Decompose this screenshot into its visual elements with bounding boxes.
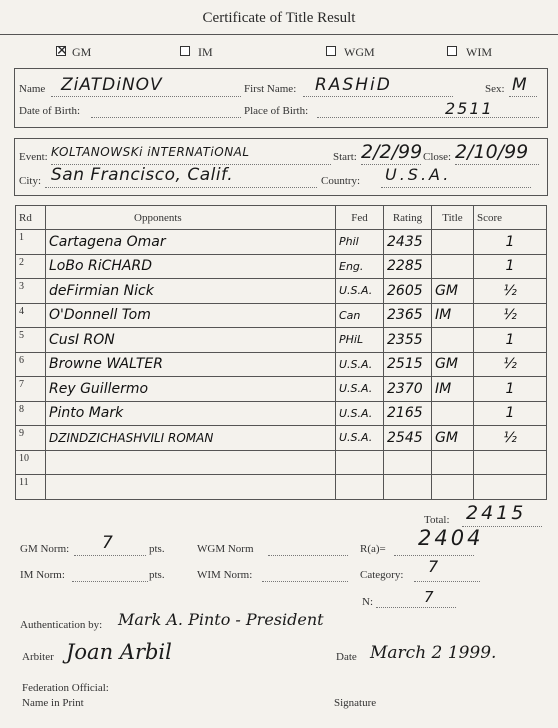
round-number: 2 — [16, 254, 46, 279]
round-number: 6 — [16, 352, 46, 377]
title-options — [0, 42, 558, 62]
game-score[interactable]: 1 — [474, 254, 547, 279]
opponent-fed[interactable]: Phil — [336, 230, 384, 255]
wim-norm-line — [262, 581, 348, 582]
gm-norm-label: GM Norm: — [20, 543, 70, 555]
game-score[interactable]: 1 — [474, 328, 547, 353]
opponent-fed[interactable]: U.S.A. — [336, 401, 384, 426]
date-value[interactable]: March 2 1999. — [370, 643, 497, 663]
sex-line — [509, 96, 537, 97]
opponent-name[interactable]: deFirmian Nick — [46, 279, 336, 304]
dob-label: Date of Birth: — [19, 105, 81, 117]
gm-norm-line — [74, 555, 146, 556]
opponent-fed[interactable]: U.S.A. — [336, 377, 384, 402]
round-number: 5 — [16, 328, 46, 353]
gm-norm-value[interactable]: 7 — [102, 533, 113, 553]
authentication-signature[interactable]: Mark A. Pinto - President — [118, 610, 324, 629]
category-label: Category: — [360, 569, 404, 581]
signature-label: Signature — [334, 697, 377, 709]
game-score[interactable]: ½ — [474, 303, 547, 328]
close-line — [455, 164, 539, 165]
im-norm-line — [72, 581, 148, 582]
category-line — [414, 581, 480, 582]
opponent-rating[interactable] — [384, 450, 432, 475]
sex-label: Sex: — [485, 83, 505, 95]
opponent-rating[interactable]: 2515 — [384, 352, 432, 377]
game-score[interactable] — [474, 450, 547, 475]
table-header-row — [16, 206, 547, 230]
gm-checkbox[interactable] — [56, 43, 68, 59]
certificate-title: Certificate of Title Result — [202, 10, 356, 26]
im-checkbox[interactable] — [180, 46, 190, 56]
opponent-fed[interactable]: U.S.A. — [336, 426, 384, 451]
rating-note: 2511 — [445, 99, 494, 118]
first-name-line — [303, 96, 453, 97]
country-line — [381, 187, 531, 188]
round-number: 7 — [16, 377, 46, 402]
im-label: IM — [198, 45, 213, 59]
authentication-label: Authentication by: — [20, 619, 103, 631]
game-score[interactable]: 1 — [474, 377, 547, 402]
table-row — [16, 328, 547, 353]
opponent-title[interactable] — [432, 450, 474, 475]
opponent-name[interactable]: DZINDZICHASHVILI ROMAN — [46, 426, 336, 451]
round-number: 1 — [16, 230, 46, 255]
wgm-norm-line — [268, 555, 348, 556]
city-line — [45, 187, 317, 188]
n-label: N: — [362, 596, 373, 608]
opponent-fed[interactable]: Can — [336, 303, 384, 328]
ra-line — [394, 555, 474, 556]
opponent-fed[interactable]: U.S.A. — [336, 279, 384, 304]
results-table — [15, 205, 547, 500]
opponent-name[interactable]: O'Donnell Tom — [46, 303, 336, 328]
wim-norm-label: WIM Norm: — [197, 569, 253, 581]
game-score[interactable]: 1 — [474, 401, 547, 426]
opponent-title[interactable] — [432, 475, 474, 500]
round-number: 11 — [16, 475, 46, 500]
arbiter-signature[interactable]: Joan Arbil — [66, 640, 172, 664]
game-score[interactable]: 1 — [474, 230, 547, 255]
wgm-checkbox[interactable] — [326, 46, 336, 56]
header-rating: Rating — [384, 206, 432, 230]
name-line — [51, 96, 241, 97]
header-fed: Fed — [336, 206, 384, 230]
table-row — [16, 254, 547, 279]
round-number: 8 — [16, 401, 46, 426]
table-row — [16, 401, 547, 426]
pob-line — [317, 117, 539, 118]
round-number: 9 — [16, 426, 46, 451]
wgm-norm-label: WGM Norm — [197, 543, 254, 555]
game-score[interactable]: ½ — [474, 426, 547, 451]
close-label: Close: — [423, 151, 452, 163]
start-label: Start: — [333, 151, 357, 163]
opponent-rating[interactable]: 2605 — [384, 279, 432, 304]
date-label: Date — [336, 651, 357, 663]
opponent-name[interactable]: Cartagena Omar — [46, 230, 336, 255]
header-score: Score — [474, 206, 547, 230]
event-box — [14, 138, 548, 196]
opponent-name[interactable] — [46, 450, 336, 475]
ra-value[interactable]: 2404 — [418, 526, 484, 550]
table-row — [16, 279, 547, 304]
close-value[interactable]: 2/10/99 — [455, 141, 529, 163]
opponent-title[interactable] — [432, 230, 474, 255]
wgm-label: WGM — [344, 45, 375, 59]
round-number: 10 — [16, 450, 46, 475]
opponent-name[interactable]: Rey Guillermo — [46, 377, 336, 402]
table-row — [16, 377, 547, 402]
event-value[interactable]: KOLTANOWSKi iNTERNATiONAL — [51, 145, 250, 159]
name-value[interactable]: ZiATDiNOV — [61, 75, 163, 95]
opponent-title[interactable] — [432, 401, 474, 426]
table-row — [16, 426, 547, 451]
im-norm-label: IM Norm: — [20, 569, 65, 581]
opponent-title[interactable]: GM — [432, 426, 474, 451]
opponent-fed[interactable]: U.S.A. — [336, 352, 384, 377]
game-score[interactable] — [474, 475, 547, 500]
game-score[interactable]: ½ — [474, 352, 547, 377]
round-number: 3 — [16, 279, 46, 304]
opponent-rating[interactable]: 2355 — [384, 328, 432, 353]
opponent-name[interactable] — [46, 475, 336, 500]
first-name-value[interactable]: RASHiD — [315, 75, 392, 95]
opponent-name[interactable]: LoBo RiCHARD — [46, 254, 336, 279]
name-label: Name — [19, 83, 46, 95]
federation-official-label: Federation Official: — [22, 682, 109, 694]
table-row — [16, 475, 547, 500]
opponent-name[interactable]: Browne WALTER — [46, 352, 336, 377]
table-row — [16, 230, 547, 255]
table-row — [16, 352, 547, 377]
total-label: Total: — [424, 514, 450, 526]
sex-value[interactable]: M — [512, 75, 527, 95]
country-value[interactable]: U.S.A. — [385, 165, 452, 184]
opponent-fed[interactable] — [336, 450, 384, 475]
game-score[interactable]: ½ — [474, 279, 547, 304]
dob-line — [91, 117, 241, 118]
opponent-fed[interactable] — [336, 475, 384, 500]
opponent-title[interactable]: GM — [432, 279, 474, 304]
opponent-title[interactable] — [432, 328, 474, 353]
country-label: Country: — [321, 175, 361, 187]
opponent-rating[interactable]: 2285 — [384, 254, 432, 279]
opponent-title[interactable]: IM — [432, 303, 474, 328]
arbiter-label: Arbiter — [22, 651, 54, 663]
opponent-name[interactable]: Pinto Mark — [46, 401, 336, 426]
header-rd: Rd — [16, 206, 46, 230]
total-value[interactable]: 2415 — [466, 502, 527, 524]
player-box — [14, 68, 548, 128]
header-title: Title — [432, 206, 474, 230]
opponent-title[interactable]: IM — [432, 377, 474, 402]
opponent-rating[interactable]: 2545 — [384, 426, 432, 451]
opponent-rating[interactable]: 2165 — [384, 401, 432, 426]
im-norm-pts: pts. — [149, 569, 165, 581]
opponent-fed[interactable]: PHiL — [336, 328, 384, 353]
opponent-rating[interactable]: 2435 — [384, 230, 432, 255]
opponent-title[interactable] — [432, 254, 474, 279]
first-name-label: First Name: — [244, 83, 297, 95]
opponent-fed[interactable]: Eng. — [336, 254, 384, 279]
gm-label: GM — [72, 45, 92, 59]
gm-norm-pts: pts. — [149, 543, 165, 555]
opponent-title[interactable]: GM — [432, 352, 474, 377]
event-label: Event: — [19, 151, 48, 163]
opponent-rating[interactable]: 2365 — [384, 303, 432, 328]
start-value[interactable]: 2/2/99 — [361, 141, 423, 163]
n-value[interactable]: 7 — [424, 588, 434, 606]
title-rule — [0, 34, 558, 35]
table-row — [16, 303, 547, 328]
ra-label: R(a)= — [360, 543, 386, 555]
name-in-print-label: Name in Print — [22, 697, 84, 709]
check-mark-icon: ✕ — [56, 43, 68, 59]
opponent-rating[interactable]: 2370 — [384, 377, 432, 402]
round-number: 4 — [16, 303, 46, 328]
n-line — [376, 607, 456, 608]
city-value[interactable]: San Francisco, Calif. — [51, 165, 234, 185]
city-label: City: — [19, 175, 42, 187]
opponent-name[interactable]: CusI RON — [46, 328, 336, 353]
category-value[interactable]: 7 — [428, 557, 439, 576]
opponent-rating[interactable] — [384, 475, 432, 500]
wim-checkbox[interactable] — [447, 46, 457, 56]
table-row — [16, 450, 547, 475]
pob-label: Place of Birth: — [244, 105, 309, 117]
wim-label: WIM — [466, 45, 492, 59]
header-opponents: Opponents — [46, 206, 336, 230]
